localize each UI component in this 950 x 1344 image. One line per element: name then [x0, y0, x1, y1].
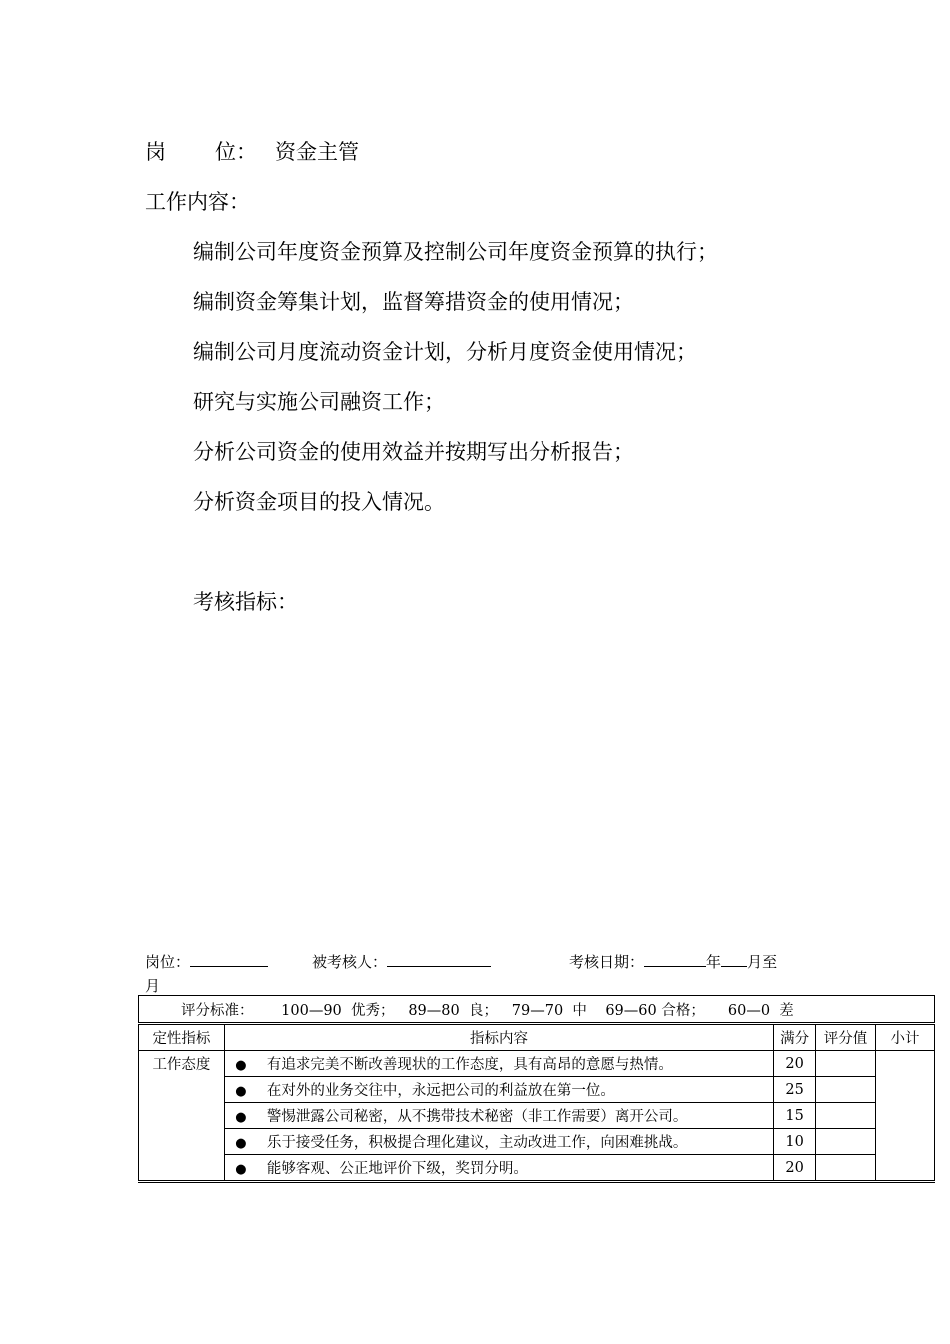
work-content-title: 工作内容：	[145, 190, 250, 214]
evaluation-table	[138, 995, 935, 1183]
content-cell	[224, 1129, 773, 1155]
score-input-cell[interactable]	[816, 1155, 876, 1182]
content-cell	[224, 1051, 773, 1077]
month-blank	[721, 950, 747, 967]
content-text: 有追求完美不断改善现状的工作态度，具有高昂的意愿与热情。	[266, 1057, 673, 1073]
full-score: 20	[774, 1155, 816, 1182]
content-cell	[224, 1103, 773, 1129]
scoring-standard: 评分标准： 100—90 优秀； 89—80 良； 79—70 中 69—60 合格； 60—0 差	[139, 996, 935, 1024]
duty-item: 研究与实施公司融资工作；	[193, 390, 445, 414]
col-header: 指标内容	[224, 1024, 773, 1051]
table-header-row	[139, 1024, 935, 1051]
table-row	[139, 1077, 935, 1103]
bullet-icon: ●	[235, 1058, 247, 1073]
year-blank	[644, 950, 706, 967]
date-label: 考核日期：	[569, 953, 645, 971]
full-score: 20	[774, 1051, 816, 1077]
post-value: 资金主管	[275, 140, 359, 164]
year-label: 年	[706, 953, 722, 971]
duty-item: 编制公司年度资金预算及控制公司年度资金预算的执行；	[193, 240, 718, 264]
duty-item: 编制资金筹集计划，监督筹措资金的使用情况；	[193, 290, 634, 314]
full-score: 15	[774, 1103, 816, 1129]
month-to-label: 月至	[747, 953, 778, 971]
examinee-label: 被考核人：	[312, 953, 388, 971]
full-score: 10	[774, 1129, 816, 1155]
col-header: 满分	[774, 1024, 816, 1051]
form-header	[145, 950, 815, 998]
col-header: 小计	[876, 1024, 935, 1051]
bullet-icon: ●	[235, 1110, 247, 1125]
full-score: 25	[774, 1077, 816, 1103]
assessment-title: 考核指标：	[193, 590, 298, 614]
subtotal-cell[interactable]	[876, 1051, 935, 1182]
table-row	[139, 1103, 935, 1129]
category-cell: 工作态度	[139, 1051, 225, 1182]
duty-item: 编制公司月度流动资金计划，分析月度资金使用情况；	[193, 340, 697, 364]
duty-item: 分析资金项目的投入情况。	[193, 490, 445, 514]
bullet-icon: ●	[235, 1136, 247, 1151]
standard-row	[139, 996, 935, 1024]
content-text: 乐于接受任务，积极提合理化建议，主动改进工作，向困难挑战。	[266, 1135, 688, 1151]
form-post-label: 岗位：	[145, 953, 191, 971]
table-row	[139, 1129, 935, 1155]
post-key-2: 位：	[215, 140, 257, 164]
content-text: 能够客观、公正地评价下级，奖罚分明。	[266, 1161, 528, 1177]
content-text: 警惕泄露公司秘密，从不携带技术秘密（非工作需要）离开公司。	[266, 1109, 688, 1125]
col-header: 评分值	[816, 1024, 876, 1051]
table-row	[139, 1051, 935, 1077]
table-row	[139, 1155, 935, 1182]
duty-item: 分析公司资金的使用效益并按期写出分析报告；	[193, 440, 634, 464]
content-cell	[224, 1155, 773, 1182]
col-header: 定性指标	[139, 1024, 225, 1051]
month-label: 月	[145, 977, 161, 995]
score-input-cell[interactable]	[816, 1077, 876, 1103]
score-input-cell[interactable]	[816, 1103, 876, 1129]
bullet-icon: ●	[235, 1084, 247, 1099]
post-key-1: 岗	[145, 140, 166, 164]
post-blank	[190, 950, 268, 967]
score-input-cell[interactable]	[816, 1051, 876, 1077]
score-input-cell[interactable]	[816, 1129, 876, 1155]
bullet-icon: ●	[235, 1162, 247, 1177]
examinee-blank	[387, 950, 491, 967]
content-text: 在对外的业务交往中，永远把公司的利益放在第一位。	[266, 1083, 615, 1099]
post-title-line	[145, 138, 359, 166]
content-cell	[224, 1077, 773, 1103]
